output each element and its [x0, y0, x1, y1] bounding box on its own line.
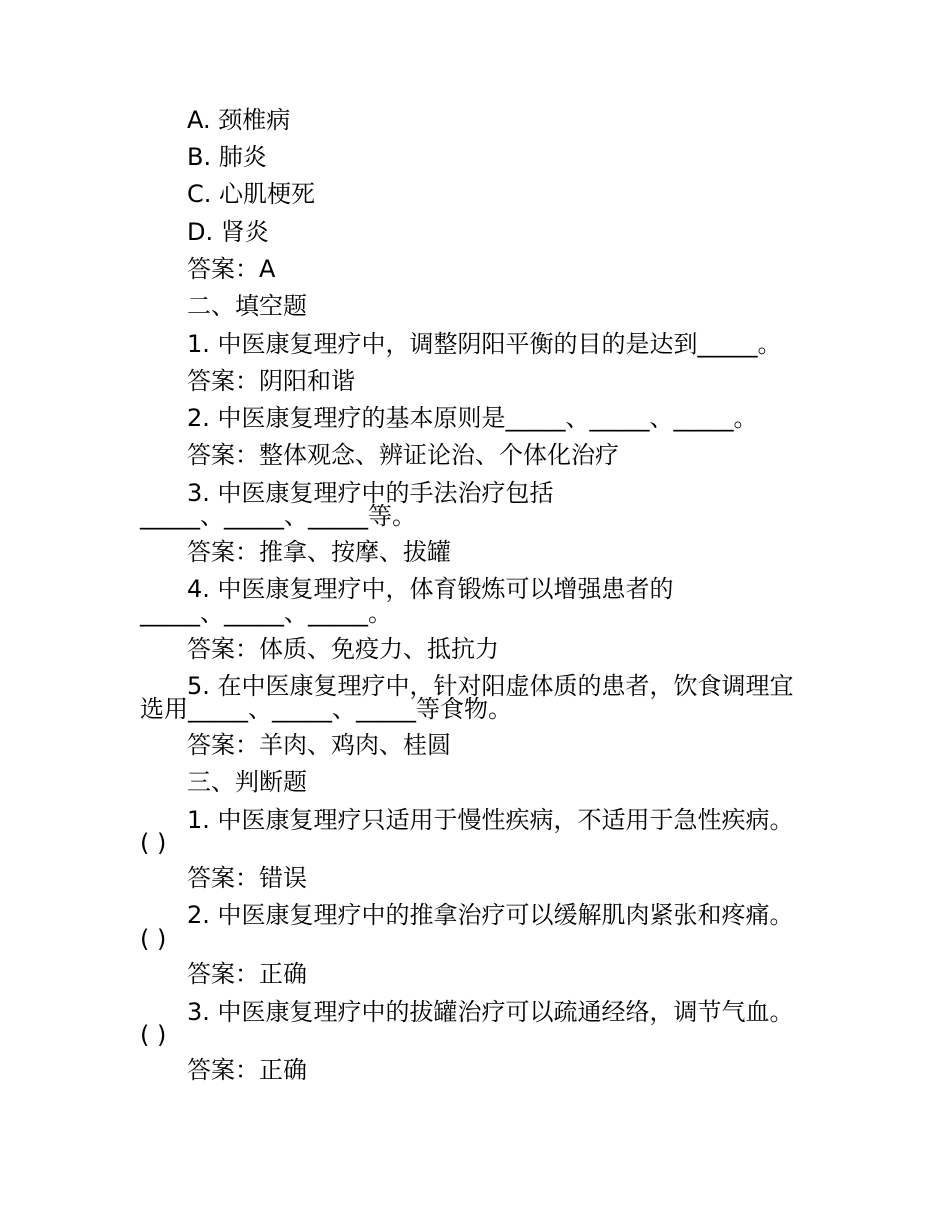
fill-question-3-line-2: _____、_____、_____等。	[140, 502, 416, 530]
option-b: B. 肺炎	[187, 143, 267, 171]
fill-question-5-line-2: 选用_____、_____、_____等食物。	[140, 695, 512, 723]
tf-question-1-line-2: ( )	[140, 829, 167, 857]
tf-question-3-line-1: 3. 中医康复理疗中的拔罐治疗可以疏通经络，调节气血。	[187, 998, 794, 1026]
tf-answer-1: 答案：错误	[187, 864, 307, 892]
option-c: C. 心肌梗死	[187, 180, 316, 208]
fill-answer-2: 答案：整体观念、辨证论治、个体化治疗	[187, 441, 619, 469]
option-a: A. 颈椎病	[187, 106, 291, 134]
fill-question-2: 2. 中医康复理疗的基本原则是_____、_____、_____。	[187, 404, 758, 432]
fill-answer-4: 答案：体质、免疫力、抵抗力	[187, 635, 499, 663]
tf-question-2-line-1: 2. 中医康复理疗中的推拿治疗可以缓解肌肉紧张和疼痛。	[187, 901, 794, 929]
section-heading-true-false: 三、判断题	[187, 768, 307, 796]
fill-question-5-line-1: 5. 在中医康复理疗中，针对阳虚体质的患者，饮食调理宜	[187, 672, 794, 700]
tf-answer-3: 答案：正确	[187, 1056, 307, 1084]
tf-question-1-line-1: 1. 中医康复理疗只适用于慢性疾病，不适用于急性疾病。	[187, 806, 794, 834]
fill-question-1: 1. 中医康复理疗中，调整阴阳平衡的目的是达到_____。	[187, 330, 782, 358]
section-heading-fill-blank: 二、填空题	[187, 292, 307, 320]
fill-question-4-line-1: 4. 中医康复理疗中，体育锻炼可以增强患者的	[187, 575, 674, 603]
tf-question-3-line-2: ( )	[140, 1021, 167, 1049]
fill-answer-5: 答案：羊肉、鸡肉、桂圆	[187, 731, 451, 759]
fill-answer-3: 答案：推拿、按摩、拔罐	[187, 538, 451, 566]
tf-question-2-line-2: ( )	[140, 925, 167, 953]
fill-answer-1: 答案：阴阳和谐	[187, 367, 355, 395]
fill-question-3-line-1: 3. 中医康复理疗中的手法治疗包括	[187, 479, 554, 507]
tf-answer-2: 答案：正确	[187, 960, 307, 988]
fill-question-4-line-2: _____、_____、_____。	[140, 599, 392, 627]
option-d: D. 肾炎	[187, 218, 269, 246]
mc-answer: 答案：A	[187, 255, 276, 283]
